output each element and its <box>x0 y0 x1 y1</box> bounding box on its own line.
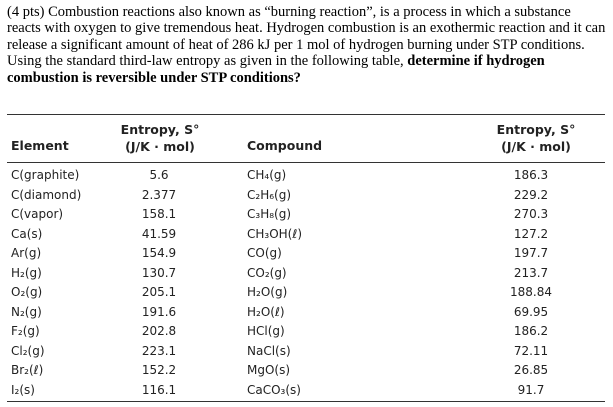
entropy-table <box>7 114 605 404</box>
table-row <box>7 227 605 247</box>
table-row <box>7 324 605 344</box>
header-entropy-compounds <box>481 121 591 155</box>
question-text <box>7 4 607 86</box>
compound-cell: CO(g) <box>247 246 282 260</box>
element-cell: C(vapor) <box>11 207 64 221</box>
compound-cell: H₂O(g) <box>247 285 288 299</box>
compound-entropy-cell: 186.2 <box>513 324 549 338</box>
element-entropy-cell: 191.6 <box>141 304 177 319</box>
compound-cell: C₃H₈(g) <box>247 207 292 221</box>
element-entropy-cell: 116.1 <box>141 382 177 397</box>
compound-entropy-cell: 197.7 <box>513 246 549 260</box>
compound-entropy-cell: 270.3 <box>513 207 549 221</box>
header-entropy-units: (J/K · mol) <box>501 139 571 154</box>
element-cell: F₂(g) <box>11 324 40 338</box>
table-row <box>7 305 605 325</box>
table-row <box>7 207 605 227</box>
table-row <box>7 363 605 383</box>
table-row <box>7 383 605 403</box>
compound-entropy-cell: 188.84 <box>510 285 552 299</box>
header-entropy-units: (J/K · mol) <box>125 139 195 154</box>
table-top-rule <box>7 114 605 115</box>
compound-entropy-cell: 91.7 <box>517 382 545 397</box>
element-entropy-cell: 202.8 <box>141 324 177 338</box>
compound-cell: CH₃OH(ℓ) <box>247 226 303 241</box>
element-entropy-cell: 5.6 <box>149 168 169 182</box>
compound-cell: HCl(g) <box>247 324 285 338</box>
header-entropy-title: Entropy, S° <box>496 122 576 137</box>
compound-cell: NaCl(s) <box>247 343 291 358</box>
header-entropy-title: Entropy, S° <box>120 122 200 137</box>
table-row <box>7 266 605 286</box>
compound-entropy-cell: 213.7 <box>513 265 549 280</box>
table-row <box>7 246 605 266</box>
element-cell: Ar(g) <box>11 246 42 260</box>
element-entropy-cell: 158.1 <box>141 207 177 221</box>
element-cell: Ca(s) <box>11 226 43 241</box>
table-body <box>7 168 605 402</box>
element-cell: H₂(g) <box>11 265 42 280</box>
compound-entropy-cell: 229.2 <box>513 187 549 202</box>
table-row <box>7 168 605 188</box>
header-element: Element <box>11 138 69 153</box>
header-compound: Compound <box>247 138 323 153</box>
element-cell: C(graphite) <box>11 168 80 182</box>
element-cell: I₂(s) <box>11 382 35 397</box>
table-header-rule <box>7 162 605 163</box>
table-row <box>7 285 605 305</box>
element-cell: Cl₂(g) <box>11 343 45 358</box>
table-bottom-rule <box>7 401 605 402</box>
compound-cell: CH₄(g) <box>247 168 287 182</box>
element-entropy-cell: 152.2 <box>141 363 177 377</box>
compound-cell: H₂O(ℓ) <box>247 304 285 319</box>
element-entropy-cell: 41.59 <box>141 226 177 241</box>
element-entropy-cell: 154.9 <box>141 246 177 260</box>
table-row <box>7 188 605 208</box>
question-emphasis: determine if hydrogen combustion is reversible under STP conditions? <box>7 53 545 86</box>
compound-entropy-cell: 186.3 <box>513 168 549 182</box>
compound-cell: CaCO₃(s) <box>247 382 301 397</box>
compound-cell: MgO(s) <box>247 363 291 377</box>
compound-entropy-cell: 72.11 <box>513 343 549 358</box>
question-intro: (4 pts) Combustion reactions also known as “burning reaction”, is a process in which a substance reacts with oxygen to give tremendous heat. Hydrogen combustion is an exothermic reaction and it can release a significant amount of heat of 286 kJ per 1 mol of hydrogen burning under STP conditions. Using the standard third-law entropy as given in the following table, <box>7 4 606 70</box>
compound-entropy-cell: 69.95 <box>513 304 549 319</box>
element-cell: N₂(g) <box>11 304 42 319</box>
element-cell: O₂(g) <box>11 285 43 299</box>
element-entropy-cell: 130.7 <box>141 265 177 280</box>
compound-entropy-cell: 127.2 <box>513 226 549 241</box>
element-entropy-cell: 2.377 <box>141 187 177 202</box>
table-row <box>7 344 605 364</box>
compound-cell: CO₂(g) <box>247 265 287 280</box>
compound-cell: C₂H₆(g) <box>247 187 292 202</box>
element-entropy-cell: 205.1 <box>141 285 177 299</box>
element-cell: Br₂(ℓ) <box>11 363 44 377</box>
compound-entropy-cell: 26.85 <box>513 363 549 377</box>
element-entropy-cell: 223.1 <box>141 343 177 358</box>
element-cell: C(diamond) <box>11 187 82 202</box>
header-entropy-elements <box>105 121 215 155</box>
